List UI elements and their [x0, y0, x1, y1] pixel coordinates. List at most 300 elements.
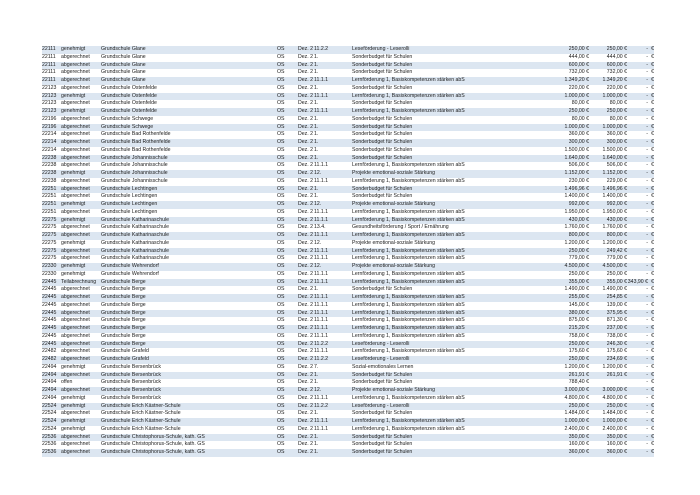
cell-code: 12. — [314, 201, 322, 207]
cell-amount-open: - — [646, 232, 648, 238]
cell-amount-billed: 254,85 € — [606, 294, 627, 300]
cell-amount-approved: 1.152,00 € — [564, 170, 589, 176]
table-row — [42, 279, 654, 287]
cell-amount-billed: 1.490,00 € — [602, 286, 627, 293]
cell-code: 1. — [314, 131, 319, 138]
cell-amount-open: - — [646, 84, 648, 91]
cell-amount-approved: 145,00 € — [568, 301, 589, 308]
cell-currency: € — [651, 154, 654, 161]
cell-program: Lernförderung 1, Basiskompetenzen stärken abS — [352, 177, 465, 184]
cell-amount-approved: 600,00 € — [568, 61, 589, 68]
cell-program: Lernförderung 1, Basiskompetenzen stärken abS — [352, 247, 465, 254]
cell-amount-open: 343,90 € — [627, 278, 648, 285]
cell-amount-approved: 220,00 € — [568, 84, 589, 91]
cell-dez: Dez. 2 — [298, 363, 313, 370]
cell-type: OS — [277, 425, 285, 432]
cell-program: Lernförderung 1, Basiskompetenzen stärken abS — [352, 77, 465, 83]
cell-currency: € — [651, 177, 654, 184]
cell-code: 11.1.1 — [314, 177, 329, 184]
cell-amount-open: - — [646, 69, 648, 76]
cell-school: Grundschule Katharinaschule — [101, 224, 170, 231]
cell-status: abgerechnet — [61, 348, 90, 355]
cell-amount-billed: 1.000,00 € — [602, 92, 627, 99]
cell-status: abgerechnet — [61, 247, 90, 254]
cell-amount-approved: 261,91 € — [568, 371, 589, 378]
cell-amount-approved: 250,00 € — [568, 340, 589, 347]
table-row — [42, 403, 654, 411]
cell-amount-billed: 261,91 € — [606, 371, 627, 378]
cell-type: OS — [277, 131, 285, 138]
cell-program: Leseförderung - Leserolli — [352, 402, 410, 409]
cell-type: OS — [277, 69, 285, 76]
cell-amount-open: - — [646, 177, 648, 184]
cell-id: 22238 — [42, 170, 57, 176]
table-row — [42, 310, 654, 318]
cell-school: Grundschule Bersenbrück — [101, 379, 161, 386]
cell-type: OS — [277, 332, 285, 339]
cell-currency: € — [651, 61, 654, 68]
cell-code: 11.1.1 — [314, 309, 329, 316]
table-row — [42, 387, 654, 395]
cell-currency: € — [651, 139, 654, 145]
cell-amount-billed: 779,00 € — [606, 255, 627, 262]
cell-amount-open: - — [646, 255, 648, 262]
cell-dez: Dez. 2 — [298, 92, 313, 99]
cell-amount-approved: 4.800,00 € — [564, 394, 589, 401]
cell-id: 22111 — [42, 77, 56, 83]
table-row — [42, 69, 654, 77]
cell-status: abgerechnet — [61, 115, 90, 122]
cell-amount-open: - — [646, 201, 648, 207]
cell-status: abgerechnet — [61, 294, 90, 300]
cell-type: OS — [277, 286, 285, 293]
cell-amount-open: - — [646, 46, 648, 52]
cell-currency: € — [651, 309, 654, 316]
cell-dez: Dez. 2 — [298, 193, 313, 200]
cell-amount-open: - — [646, 224, 648, 231]
cell-program: Leseförderung - Leserolli — [352, 46, 410, 52]
cell-school: Grundschule Bad Rothenfelde — [101, 131, 171, 138]
cell-program: Lernförderung 1, Basiskompetenzen stärken abS — [352, 108, 465, 114]
cell-amount-billed: 234,69 € — [606, 356, 627, 362]
cell-program: Projekte emotional-soziale Stärkung — [352, 170, 436, 176]
cell-amount-approved: 732,00 € — [568, 69, 589, 76]
cell-id: 22524 — [42, 410, 57, 417]
cell-code: 1. — [314, 185, 319, 192]
cell-amount-approved: 250,00 € — [568, 356, 589, 362]
cell-amount-open: - — [646, 418, 648, 424]
table-row — [42, 201, 654, 209]
cell-type: OS — [277, 379, 285, 386]
cell-status: abgerechnet — [61, 356, 90, 362]
cell-program: Lernförderung 1, Basiskompetenzen stärken abS — [352, 301, 465, 308]
cell-id: 22123 — [42, 84, 57, 91]
cell-code: 11.1.1 — [314, 278, 329, 285]
cell-dez: Dez. 2 — [298, 46, 313, 52]
cell-amount-approved: 992,00 € — [568, 201, 589, 207]
cell-status: abgerechnet — [61, 69, 90, 76]
cell-amount-billed: 1.349,20 € — [602, 77, 627, 83]
cell-currency: € — [651, 301, 654, 308]
cell-program: Sonderbudget für Schulen — [352, 379, 413, 386]
cell-status: genehmigt — [61, 216, 86, 223]
cell-type: OS — [277, 301, 285, 308]
cell-program: Lernförderung 1, Basiskompetenzen stärken abS — [352, 270, 465, 277]
cell-type: OS — [277, 53, 285, 60]
cell-amount-billed: 80,00 € — [609, 100, 627, 107]
cell-currency: € — [651, 239, 654, 246]
cell-id: 22238 — [42, 162, 57, 169]
cell-amount-open: - — [646, 53, 648, 60]
cell-code: 1. — [314, 193, 319, 200]
cell-status: abgerechnet — [61, 146, 90, 153]
cell-status: abgerechnet — [61, 325, 90, 331]
cell-status: abgerechnet — [61, 177, 90, 184]
cell-type: OS — [277, 294, 285, 300]
cell-currency: € — [651, 387, 654, 393]
cell-dez: Dez. 2 — [298, 100, 313, 107]
cell-amount-approved: 80,00 € — [571, 115, 589, 122]
cell-amount-open: - — [646, 61, 648, 68]
cell-program: Sonderbudget für Schulen — [352, 123, 413, 130]
cell-code: 11.1.1 — [314, 270, 329, 277]
cell-amount-billed: 360,00 € — [606, 449, 627, 455]
cell-code: 11.1.1 — [314, 162, 329, 169]
cell-id: 22494 — [42, 394, 57, 401]
cell-amount-approved: 1.640,00 € — [564, 154, 589, 161]
cell-type: OS — [277, 201, 285, 207]
cell-dez: Dez. 2 — [298, 332, 313, 339]
cell-status: abgerechnet — [61, 84, 90, 91]
cell-id: 22445 — [42, 317, 57, 324]
cell-amount-approved: 230,00 € — [568, 177, 589, 184]
cell-type: OS — [277, 418, 285, 424]
cell-status: abgerechnet — [61, 340, 90, 347]
cell-type: OS — [277, 387, 285, 393]
cell-program: Lernförderung 1, Basiskompetenzen stärken abS — [352, 325, 465, 331]
table-row — [42, 155, 654, 163]
cell-code: 11.1.1 — [314, 232, 329, 238]
cell-program: Sonderbudget für Schulen — [352, 410, 413, 417]
cell-dez: Dez. 2 — [298, 348, 313, 355]
cell-status: abgerechnet — [61, 232, 90, 238]
cell-code: 1. — [314, 53, 319, 60]
cell-amount-billed: 355,00 € — [606, 278, 627, 285]
cell-code: 11.2.2 — [314, 356, 329, 362]
cell-id: 22214 — [42, 139, 57, 145]
cell-status: abgerechnet — [61, 131, 90, 138]
cell-code: 1. — [314, 410, 319, 417]
cell-amount-approved: 215,20 € — [568, 325, 589, 331]
cell-type: OS — [277, 154, 285, 161]
cell-school: Grundschule Lechtingen — [101, 201, 158, 207]
cell-type: OS — [277, 263, 285, 269]
cell-status: abgerechnet — [61, 332, 90, 339]
cell-code: 11.1.1 — [314, 208, 329, 215]
table-row — [42, 100, 654, 108]
cell-amount-open: - — [646, 309, 648, 316]
cell-currency: € — [651, 363, 654, 370]
table-row — [42, 139, 654, 147]
cell-type: OS — [277, 402, 285, 409]
cell-amount-approved: 1.490,00 € — [564, 286, 589, 293]
cell-code: 11.1.1 — [314, 216, 329, 223]
cell-amount-approved: 1.500,00 € — [564, 146, 589, 153]
cell-school: Grundschule Johannisschule — [101, 170, 168, 176]
cell-school: Grundschule Lechtingen — [101, 208, 158, 215]
cell-amount-billed: 1.000,00 € — [602, 123, 627, 130]
cell-currency: € — [651, 131, 654, 138]
cell-amount-billed: 249,42 € — [606, 247, 627, 254]
cell-code: 1. — [314, 139, 319, 145]
cell-id: 22123 — [42, 108, 57, 114]
cell-status: genehmigt — [61, 239, 86, 246]
cell-program: Lernförderung 1, Basiskompetenzen stärken abS — [352, 348, 465, 355]
cell-amount-approved: 800,00 € — [568, 232, 589, 238]
table-row — [42, 131, 654, 139]
cell-type: OS — [277, 363, 285, 370]
cell-school: Grundschule Erich Kästner-Schule — [101, 410, 181, 417]
cell-amount-open: - — [646, 317, 648, 324]
cell-amount-billed: 1.950,00 € — [602, 208, 627, 215]
cell-school: Grundschule Glane — [101, 77, 146, 83]
cell-amount-open: - — [646, 193, 648, 200]
cell-amount-billed: 430,00 € — [606, 216, 627, 223]
cell-type: OS — [277, 309, 285, 316]
cell-program: Sonderbudget für Schulen — [352, 69, 413, 76]
cell-amount-approved: 350,00 € — [568, 433, 589, 440]
cell-currency: € — [651, 84, 654, 91]
cell-amount-approved: 779,00 € — [568, 255, 589, 262]
cell-amount-open: - — [646, 146, 648, 153]
cell-amount-open: - — [646, 77, 648, 83]
spreadsheet-table — [42, 46, 654, 457]
cell-status: abgerechnet — [61, 100, 90, 107]
cell-code: 12. — [314, 170, 322, 176]
cell-currency: € — [651, 433, 654, 440]
cell-id: 22482 — [42, 348, 57, 355]
cell-amount-approved: 300,00 € — [568, 139, 589, 145]
cell-dez: Dez. 2 — [298, 232, 313, 238]
cell-amount-open: - — [646, 131, 648, 138]
cell-status: abgerechnet — [61, 53, 90, 60]
cell-amount-billed: 237,00 € — [606, 325, 627, 331]
cell-type: OS — [277, 162, 285, 169]
cell-amount-open: - — [646, 379, 648, 386]
cell-code: 1. — [314, 433, 319, 440]
cell-id: 22275 — [42, 224, 57, 231]
cell-dez: Dez. 2 — [298, 69, 313, 76]
table-row — [42, 46, 654, 54]
cell-school: Grundschule Christophorus-Schule, kath. GS — [101, 441, 205, 448]
table-row — [42, 348, 654, 356]
cell-amount-approved: 1.200,00 € — [564, 363, 589, 370]
cell-amount-approved: 380,00 € — [568, 309, 589, 316]
cell-school: Grundschule Glane — [101, 46, 146, 52]
cell-type: OS — [277, 46, 285, 52]
cell-id: 22275 — [42, 216, 57, 223]
cell-program: Lernförderung 1, Basiskompetenzen stärken abS — [352, 92, 465, 99]
cell-type: OS — [277, 394, 285, 401]
cell-school: Grundschule Lechtingen — [101, 193, 158, 200]
cell-amount-billed: 4.800,00 € — [602, 394, 627, 401]
cell-currency: € — [651, 332, 654, 339]
cell-dez: Dez. 2 — [298, 185, 313, 192]
cell-amount-billed: 1.496,96 € — [602, 185, 627, 192]
cell-status: abgerechnet — [61, 433, 90, 440]
cell-status: abgerechnet — [61, 410, 90, 417]
cell-amount-open: - — [646, 425, 648, 432]
cell-currency: € — [651, 216, 654, 223]
table-row — [42, 372, 654, 380]
cell-id: 22445 — [42, 301, 57, 308]
table-row — [42, 248, 654, 256]
cell-amount-billed: 220,00 € — [606, 84, 627, 91]
cell-type: OS — [277, 278, 285, 285]
cell-program: Sonderbudget für Schulen — [352, 286, 413, 293]
cell-program: Sonderbudget für Schulen — [352, 441, 413, 448]
cell-school: Grundschule Christophorus-Schule, kath. GS — [101, 449, 205, 455]
cell-status: abgerechnet — [61, 309, 90, 316]
cell-code: 12. — [314, 387, 322, 393]
cell-amount-billed: 246,30 € — [606, 340, 627, 347]
cell-amount-approved: 1.349,20 € — [564, 77, 589, 83]
cell-currency: € — [651, 270, 654, 277]
cell-id: 22330 — [42, 263, 57, 269]
cell-school: Grundschule Bersenbrück — [101, 363, 161, 370]
cell-currency: € — [651, 162, 654, 169]
cell-program: Lernförderung 1, Basiskompetenzen stärken abS — [352, 418, 465, 424]
cell-program: Lernförderung 1, Basiskompetenzen stärken abS — [352, 294, 465, 300]
cell-status: abgerechnet — [61, 301, 90, 308]
cell-amount-billed: 300,00 € — [606, 139, 627, 145]
cell-id: 22524 — [42, 425, 57, 432]
cell-status: offen — [61, 379, 73, 386]
cell-dez: Dez. 2 — [298, 247, 313, 254]
cell-dez: Dez. 2 — [298, 325, 313, 331]
cell-dez: Dez. 2 — [298, 61, 313, 68]
table-row — [42, 434, 654, 442]
cell-dez: Dez. 2 — [298, 108, 313, 114]
cell-program: Leseförderung - Leserolli — [352, 356, 410, 362]
cell-id: 22494 — [42, 363, 57, 370]
cell-school: Grundschule Grafeld — [101, 356, 149, 362]
cell-amount-open: - — [646, 162, 648, 169]
cell-amount-open: - — [646, 123, 648, 130]
table-row — [42, 294, 654, 302]
cell-status: genehmigt — [61, 402, 86, 409]
cell-status: abgerechnet — [61, 449, 90, 455]
cell-school: Grundschule Berge — [101, 278, 146, 285]
cell-amount-open: - — [646, 301, 648, 308]
cell-currency: € — [651, 348, 654, 355]
cell-program: Sonderbudget für Schulen — [352, 146, 413, 153]
cell-school: Grundschule Bersenbrück — [101, 387, 161, 393]
cell-type: OS — [277, 123, 285, 130]
cell-status: abgerechnet — [61, 286, 90, 293]
cell-id: 22482 — [42, 356, 57, 362]
table-row — [42, 186, 654, 194]
cell-id: 22238 — [42, 154, 57, 161]
cell-id: 22251 — [42, 201, 57, 207]
cell-currency: € — [651, 394, 654, 401]
cell-id: 22238 — [42, 177, 57, 184]
cell-school: Grundschule Katharinaschule — [101, 239, 170, 246]
cell-code: 11.1.1 — [314, 294, 329, 300]
cell-currency: € — [651, 232, 654, 238]
cell-school: Grundschule Berge — [101, 294, 146, 300]
cell-amount-approved: 506,00 € — [568, 162, 589, 169]
cell-dez: Dez. 2 — [298, 340, 313, 347]
cell-amount-approved: 4.500,00 € — [564, 263, 589, 269]
cell-amount-approved: 1.000,00 € — [564, 418, 589, 424]
cell-amount-billed: 250,00 € — [606, 46, 627, 52]
cell-program: Lernförderung 1, Basiskompetenzen stärken abS — [352, 425, 465, 432]
table-row — [42, 93, 654, 101]
cell-dez: Dez. 2 — [298, 170, 313, 176]
cell-amount-billed: 3.000,00 € — [602, 387, 627, 393]
cell-dez: Dez. 2 — [298, 278, 313, 285]
cell-code: 1. — [314, 371, 319, 378]
cell-amount-open: - — [646, 263, 648, 269]
table-row — [42, 317, 654, 325]
cell-dez: Dez. 2 — [298, 317, 313, 324]
cell-currency: € — [651, 317, 654, 324]
table-row — [42, 286, 654, 294]
cell-program: Sonderbudget für Schulen — [352, 115, 413, 122]
cell-school: Grundschule Wehrendorf — [101, 263, 159, 269]
cell-type: OS — [277, 239, 285, 246]
cell-amount-approved: 175,60 € — [568, 348, 589, 355]
cell-amount-approved: 250,00 € — [568, 46, 589, 52]
cell-status: genehmigt — [61, 108, 86, 114]
table-row — [42, 263, 654, 271]
cell-amount-open: - — [646, 294, 648, 300]
cell-amount-approved: 430,00 € — [568, 216, 589, 223]
cell-dez: Dez. 2 — [298, 115, 313, 122]
cell-code: 11.1.1 — [314, 108, 329, 114]
cell-id: 22214 — [42, 146, 57, 153]
cell-status: genehmigt — [61, 263, 86, 269]
table-row — [42, 217, 654, 225]
table-row — [42, 410, 654, 418]
cell-type: OS — [277, 325, 285, 331]
cell-school: Grundschule Berge — [101, 286, 146, 293]
cell-amount-open: - — [646, 270, 648, 277]
cell-dez: Dez. 2 — [298, 449, 313, 455]
cell-status: abgerechnet — [61, 123, 90, 130]
cell-amount-open: - — [646, 115, 648, 122]
cell-amount-billed: 800,00 € — [606, 232, 627, 238]
cell-amount-approved: 2.400,00 € — [564, 425, 589, 432]
cell-school: Grundschule Johannisschule — [101, 162, 168, 169]
cell-status: abgerechnet — [61, 139, 90, 145]
cell-amount-open: - — [646, 332, 648, 339]
cell-program: Lernförderung 1, Basiskompetenzen stärken abS — [352, 332, 465, 339]
cell-code: 11.1.1 — [314, 394, 329, 401]
cell-amount-open: - — [646, 108, 648, 114]
table-row — [42, 108, 654, 116]
cell-status: abgerechnet — [61, 371, 90, 378]
cell-dez: Dez. 2 — [298, 177, 313, 184]
cell-type: OS — [277, 449, 285, 455]
cell-school: Grundschule Ostenfelde — [101, 92, 157, 99]
cell-amount-billed: 1.640,00 € — [602, 154, 627, 161]
cell-program: Leseförderung - Leserolli — [352, 340, 410, 347]
table-row — [42, 85, 654, 93]
cell-type: OS — [277, 77, 285, 83]
table-row — [42, 302, 654, 310]
